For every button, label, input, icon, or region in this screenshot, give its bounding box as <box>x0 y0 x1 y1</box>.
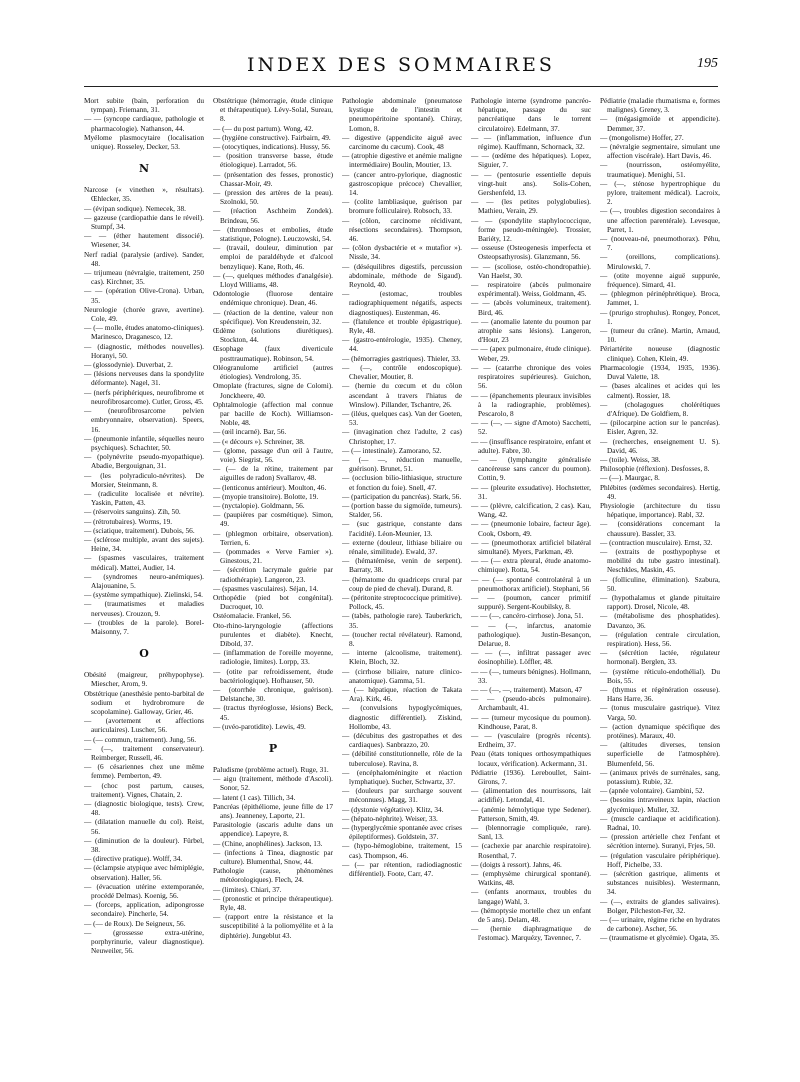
index-entry: — — (tumeur mycosique du poumon). Kindhouse, Parat, 8. <box>471 712 591 731</box>
index-entry: — (système sympathique). Zielinski, 54. <box>84 590 203 600</box>
index-entry: — (—, troubles digestion secondaires à une affection parentérale). Levesque, Parret, 1. <box>600 206 720 234</box>
index-entry: — (nerfs périphériques, neurofibrome et neurofibrosarcome). Cutler, Gross, 45. <box>84 387 204 406</box>
index-entry: — — (lymphangite généralisée cancéreuse sans cancer du poumon). Cottin, 9. <box>471 454 591 483</box>
index-entry: — (troubles de la parole). Borel-Maisonny, 7. <box>84 617 204 636</box>
index-entry: Pancréas (épithéliome, jeune fille de 17 ans). Jeanneney, Laporte, 21. <box>213 801 333 821</box>
index-entry: — (cholagogues cholérétiques d'Afrique). De Goldfiem, 8. <box>600 399 720 418</box>
index-entry: — — (scoliose, ostéo-chondropathie). Van Haelst, 30. <box>471 261 591 280</box>
index-entry: — (mégasigmoïde et appendicite). Demmer, 37. <box>600 114 720 133</box>
index-entry: — (6 césariennes chez une même femme). Pemberton, 49. <box>84 762 204 781</box>
index-entry: — (pommades « Verve Farnier »). Ginestous, 21. <box>213 546 333 566</box>
index-entry: — (pilocarpine action sur le pancréas). Eisler, Agren, 32. <box>600 418 720 437</box>
index-entry: — (sécrétion lactée, régulateur hormonal). Berglen, 33. <box>600 648 720 667</box>
index-entry: — (sécrétion lacrymale guérie par radiothérapie). Langeron, 23. <box>213 565 333 584</box>
index-entry: Pathologie (cause, phénomènes météorologiques). Flech, 24. <box>213 866 333 885</box>
index-entry: — (hémoptysie mortelle chez un enfant de 5 ans). Delam, 48. <box>471 905 591 925</box>
index-column <box>213 96 333 1062</box>
index-entry: — (dystonie végétative). Klitz, 34. <box>342 804 444 814</box>
index-entry: — (position transverse basse, étude étiologique). Larradot, 56. <box>213 151 333 170</box>
index-entry: Oto-rhino-laryngologie (affections purulentes et diabète). Knecht, Dibold, 37. <box>213 620 333 648</box>
index-entry: Pathologie abdominale (pneumatose kystique de l'intestin et pneumopéritoine spontané). Chiray, Lomon, 8. <box>342 96 462 133</box>
index-entry: — (dilatation manuelle du col). Reist, 56. <box>84 817 204 836</box>
index-entry: — (thymus et régénération osseuse). Hans Harre, 36. <box>600 685 720 704</box>
index-entry: — (œil incarné). Bar, 56. <box>213 427 287 437</box>
index-entry: Pharmacologie (1934, 1935, 1936). Duval Valette, 18. <box>600 362 720 382</box>
index-entry: — (participation du pancréas). Stark, 56. <box>342 491 462 501</box>
index-entry: — (toile). Weiss, 38. <box>600 454 661 464</box>
index-entry: — — (syncope cardiaque, pathologie et pharmacologie). Nathanson, 44. <box>84 114 204 133</box>
index-entry: — (cachexie par anarchie respiratoire). Rosenthal, 7. <box>471 841 591 860</box>
index-entry: — (flatulence et trouble épigastrique). Ryle, 48. <box>342 316 462 336</box>
index-entry: — (douleurs par surcharge souvent méconnues). Magg, 31. <box>342 786 462 805</box>
index-entry: — (— de Roux). De Seigneux, 56. <box>84 918 186 928</box>
index-entry: — (inflammation de l'oreille moyenne, radiologie, limites). Lorpp, 33. <box>213 648 333 667</box>
index-entry: — (côlon, carcinome récidivant, résections secondaires). Thompson, 46. <box>342 215 462 244</box>
index-entry: — (évipan sodique). Nemecek, 38. <box>84 203 186 213</box>
index-entry: Ostéomalacie. Frankel, 56. <box>213 611 292 621</box>
index-entry: — (rétrotubaires). Worms, 19. <box>84 516 173 526</box>
index-entry: Œdème (solutions diurétiques). Stockton, 44. <box>213 326 333 345</box>
index-entry: — (système réticulo-endothélial). Du Bois, 55. <box>600 666 720 685</box>
index-entry: — (forceps, application, adipongrosse secondaire). Pincherle, 54. <box>84 900 204 919</box>
index-entry: — — (éther hautement dissocié). Wiesener, 34. <box>84 231 204 250</box>
index-entry: — (emphysème chirurgical spontané). Watkins, 48. <box>471 869 591 888</box>
index-entry: Obésité (maigreur, préhypophyse). Miescher, Arom, 9. <box>84 670 204 689</box>
index-entry: Périartérite noueuse (diagnostic clinique). Cohen, Klein, 49. <box>600 344 720 363</box>
index-entry: — (hypothalamus et glande pituitaire rapport). Drosel, Nicole, 48. <box>600 592 720 612</box>
index-entry: — (traumatismes et maladies nerveuses). Crouzon, 9. <box>84 599 204 618</box>
index-entry: — — (inflammation, influence d'un régime). Kauffmann, Schornack, 32. <box>471 132 591 152</box>
index-entry: — (hématémèse, venin de serpent). Barraty, 38. <box>342 556 462 575</box>
index-entry: Obstétrique (hémorragie, étude clinique et thérapeutique). Lévy-Solal, Sureau, 8. <box>213 96 333 124</box>
index-entry: — digestive (appendicite aiguë avec carcinome du cæcum). Cook, 48 <box>342 132 462 152</box>
index-entry: — — (opération Olive-Crona). Urban, 35. <box>84 286 204 305</box>
index-entry: — (colite lambliasique, guérison par bromure folliculaire). Robsoch, 33. <box>342 197 462 216</box>
index-entry: — (toucher rectal révélateur). Ramond, 8. <box>342 629 462 648</box>
index-entry: — (contraction musculaire). Ernst, 32. <box>600 537 713 547</box>
index-entry: Odontologie (fluorose dentaire endémique chronique). Dean, 46. <box>213 289 333 308</box>
index-entry: — (pression artérielle chez l'enfant et sécrétion interne). Suranyi, Frjes, 50. <box>600 832 720 851</box>
index-entry: — gazeuse (cardiopathie dans le réveil). Stumpf, 34. <box>84 212 204 232</box>
index-entry: — (— commun, traitement). Jung, 56. <box>84 734 197 744</box>
index-entry: — — (—, — signe d'Amoto) Sacchetti, 52. <box>471 418 591 437</box>
index-entry: Pédiatrie (1936). Lereboullet, Saint-Girons, 7. <box>471 767 591 787</box>
section-letter: N <box>138 162 150 176</box>
index-entry: — (—, quelques méthodes d'analgésie). Lloyd Williams, 48. <box>213 270 333 290</box>
index-entry: — — (—, infiltrat passager avec éosinophilie). Löffler, 48. <box>471 648 591 667</box>
index-entry: — (animaux privés de surrénales, sang, potassium). Rubie, 32. <box>600 767 720 787</box>
index-entry: — (doigts à ressort). Jahns, 46. <box>471 859 562 869</box>
index-entry: — externe (douleur, lithiase biliaire ou rénale, similitude). Ewald, 37. <box>342 537 462 556</box>
index-entry: — (mongolisme) Hoffer, 27. <box>600 132 684 142</box>
index-entry: — (métabolisme des phosphatides). Davanzo, 36. <box>600 611 720 630</box>
index-entry: — — (pneumonie lobaire, facteur âge). Cook, Osborn, 49. <box>471 519 591 538</box>
index-entry: — — (les petites polyglobulies). Mathieu, Verain, 29. <box>471 197 591 216</box>
index-entry: — (phlegmon orbitaire, observation). Terrien, 6. <box>213 528 333 547</box>
index-entry: Oléogranulome artificiel (autres étiologies). Vendrolong, 35. <box>213 362 333 382</box>
index-entry: — (hyperglycémie spontanée avec crises épileptiformes). Goldstein, 37. <box>342 823 462 842</box>
index-entry: — (syndromes neuro-anémiques). Alajouanine, 5. <box>84 571 204 590</box>
index-entry: — (pression des artères de la peau). Szolnoki, 50. <box>213 188 333 207</box>
index-entry: — (glossodynie). Duverbat, 2. <box>84 360 173 370</box>
index-entry: Parasitologie (ascaris adulte dans un appendice). Lapeyre, 8. <box>213 820 333 839</box>
index-entry: — (grossesse extra-utérine, porphyrinurie, valeur diagnostique). Neuweiler, 56. <box>84 927 204 956</box>
index-entry: — (— intestinale). Zamorano, 52. <box>342 445 442 455</box>
index-entry: — (pneumonie infantile, séquelles neuro psychiques). Schachter, 50. <box>84 433 204 452</box>
index-entry: — (sécrétion gastrique, aliments et substances nuisibles). Westermann, 34. <box>600 869 720 897</box>
index-entry: — (thromboses et embolies, étude statistique, Pologne). Leuczowski, 54. <box>213 224 333 244</box>
index-columns <box>84 96 720 1062</box>
index-entry: — (choc post partum, causes, traitement). Vignes, Chatain, 2. <box>84 780 204 799</box>
index-entry: — (nourrisson, ostéomyélite, traumatique). Menighi, 51. <box>600 160 720 179</box>
index-entry: — (rapport entre la résistance et la susceptibilité à la poliomyélite et à la diphtérie). Jungeblut 43. <box>213 912 333 940</box>
index-entry: — (otorrhée chronique, guérison). Delstanche, 30. <box>213 685 333 704</box>
index-entry: — (limites). Chiari, 37. <box>213 884 282 894</box>
index-entry: — (déséquilibres digestifs, percussion abdominale, méthode de Sigaud). Reynold, 40. <box>342 261 462 290</box>
index-entry: — — (vasculaire (progrès récents). Erdheim, 37. <box>471 731 591 750</box>
index-entry: — (les polyradiculo-névrites). De Morsier, Steinmann, 8. <box>84 470 204 489</box>
page-number: 195 <box>697 56 718 71</box>
index-entry: — (lenticonus antérieur). Moulton, 46. <box>213 482 327 492</box>
index-entry: — (alimentation des nourrissons, lait acidifié). Letondal, 41. <box>471 786 591 805</box>
index-entry: — (blennorragie compliquée, rare). Sanl, 13. <box>471 823 591 842</box>
index-entry: Nerf radial (paralysie (ardive). Sander, 48. <box>84 249 204 268</box>
index-entry: — (tabès, pathologie rare). Tauberkrich, 35. <box>342 611 462 630</box>
index-entry: — (gastro-entérologie, 1935). Cheney, 44. <box>342 335 462 354</box>
index-entry: — — (poumon, cancer primitif suppuré). Sergent-Koubilsky, 8. <box>471 592 591 612</box>
index-entry: — — (pseudo-abcès pulmonaire). Archambault, 41. <box>471 694 591 713</box>
section-letter: O <box>139 647 149 661</box>
index-entry: — interne (alcoolisme, traitement). Klein, Bloch, 32. <box>342 648 462 667</box>
index-entry: — (directive pratique). Wolff, 34. <box>84 854 183 864</box>
index-entry: Œsophage (faux diverticule posttraumatique). Robinson, 54. <box>213 344 333 363</box>
index-entry: — (anémie hémolytique type Sedener). Patterson, Smith, 49. <box>471 804 591 823</box>
index-entry: — (traumatisme et glycémie). Ogata, 35. <box>600 933 720 943</box>
index-entry: — (iléus, quelques cas). Van der Goeten, 53. <box>342 408 462 428</box>
index-entry: — (prurigo strophulus). Rongey, Poncet, 1. <box>600 307 720 326</box>
index-entry: — (spasmes vasculaires). Séjan, 14. <box>213 583 319 593</box>
index-column <box>600 96 720 1062</box>
index-entry: — (— du post partum). Wong, 42. <box>213 123 314 133</box>
index-entry: — — (apex pulmonaire, étude clinique). Weber, 29. <box>471 344 591 363</box>
index-entry: — (péritonite streptococcique primitive). Pollock, 45. <box>342 592 462 612</box>
index-entry: — (névralgie segmentaire, simulant une affection viscérale). Hart Davis, 46. <box>600 142 720 161</box>
index-entry: — — (—, cancéro-cirrhose). Jona, 51. <box>471 611 584 621</box>
index-entry: — (— —, réduction manuelle, guérison). Brunet, 51. <box>342 454 462 474</box>
index-entry: — — (— extra pleural, étude anatomo-chimique). Rotta, 54. <box>471 556 591 575</box>
index-entry: — (éclampsie atypique avec hémiplégie, observation). Haller, 56. <box>84 863 204 882</box>
index-entry: — (— de la rétine, traitement par aiguilles de radon) Svallarov, 48. <box>213 464 333 483</box>
index-entry: — (suc gastrique, constante dans l'acidité). Léon-Meunier, 13. <box>342 519 462 538</box>
index-entry: — — (pneumothorax artificiel bilatéral simultané). Myers, Parkman, 49. <box>471 537 591 556</box>
index-entry: — (sclérose multiple, avant des sujets). Heine, 34. <box>84 534 204 554</box>
index-entry: — (myopie transitoire). Bolotte, 19. <box>213 491 319 501</box>
index-entry: — (paupières par cosmétique). Simon, 49. <box>213 510 333 529</box>
index-entry: — (—, contrôle endoscopique). Chevalier, Moutier, 8. <box>342 362 462 382</box>
index-entry: Omoplate (fractures, signe de Colomi). Jonckheere, 40. <box>213 381 333 400</box>
index-entry: — (glome, passage d'un œil à l'autre, voie). Siegrist, 56. <box>213 445 333 464</box>
index-entry: — (—, traitement conservateur). Reimberger, Russell, 46. <box>84 743 204 762</box>
index-entry: Physiologie (architecture du tissu hépatique, importance). Rabl, 32. <box>600 500 720 520</box>
index-entry: — — (anomalie latente du poumon par atrophie sans lésions). Langeron, d'Hour, 23 <box>471 316 591 345</box>
index-entry: — (considérations concernant la chaussure). Bassler, 33. <box>600 519 720 538</box>
index-entry: — respiratoire (abcès pulmonaire expérimental). Weiss, Goldmann, 45. <box>471 280 591 299</box>
index-entry: — (cirrhose biliaire, nature clinico-anatomique). Gamma, 51. <box>342 666 462 685</box>
index-entry: Neurologie (chorée grave, avertine). Cole, 49. <box>84 304 204 324</box>
index-entry: — (atrophie digestive et anémie maligne intermédiaire) Boulin, Moutier, 13. <box>342 151 462 170</box>
index-entry: — — (épanchements pleuraux invisibles à la radiographie, problèmes). Pescarolo, 8 <box>471 390 591 418</box>
index-entry: — (folliculine, élimination). Szabura, 50. <box>600 574 720 593</box>
index-entry: — (uvéo-parotidite). Lewis, 49. <box>213 721 306 731</box>
index-entry: — (côlon dysbactérie et « mutafior »). Nissle, 34. <box>342 243 462 262</box>
index-entry: Pédiatrie (maladie rhumatisma e, formes malignes). Greney, 3. <box>600 96 720 115</box>
index-entry: — (occlusion bilio-lithiasique, structure et fonction du foie). Snell, 47. <box>342 473 462 492</box>
index-entry: — (invagination chez l'adulte, 2 cas) Christopher, 17. <box>342 427 462 446</box>
index-entry: — (évacuation utérine extemporanée, procédé Delmas). Koenig, 56. <box>84 881 204 901</box>
index-entry: — (phlegmon périnéphrétique). Broca, Jammet, 1. <box>600 289 720 308</box>
index-entry: Narcose (« vinethen », résultats). Œhlecker, 35. <box>84 185 204 204</box>
index-entry: — (besoins intraveineux lapin, réaction glycémique). Muller, 32. <box>600 795 720 814</box>
index-entry: — (—, sténose hypertrophique du pylore, traitement médical). Lacroix, 2. <box>600 178 720 207</box>
index-entry: — (hépato-néphrite). Weiser, 33. <box>342 813 438 823</box>
index-entry: — (présentation des fesses, pronostic) Chassar-Moir, 49. <box>213 169 333 188</box>
section-letter: P <box>268 742 278 756</box>
index-entry: — latent (1 cas). Tillich, 34. <box>213 792 296 802</box>
index-entry: — (lésions nerveuses dans la spondylite déformante). Nagel, 31. <box>84 369 204 388</box>
index-entry: — (apnée volontaire). Gambini, 52. <box>600 786 705 796</box>
index-entry: Peau (états toniques orthosympathiques locaux, vérification). Ackermann, 31. <box>471 749 591 768</box>
index-entry: Obstétrique (anesthésie pento-barbital de sodium et hydrobromure de scopolamine). Galloway, Grier, 46. <box>84 688 204 716</box>
index-entry: — (pronostic et principe thérapeutique). Ryle, 48. <box>213 893 333 913</box>
index-entry: — — (—, tumeurs bénignes). Hollmann, 33. <box>471 666 591 685</box>
index-entry: — (portion basse du sigmoïde, tumeurs). Stalder, 56. <box>342 500 462 520</box>
index-entry: — (tumeur du crâne). Martin, Arnaud, 10. <box>600 326 720 345</box>
index-entry: Orthopédie (pied bot congénital). Ducroquet, 10. <box>213 592 333 612</box>
index-entry: — — (abcès volumineux, traitement). Bird, 46. <box>471 298 591 317</box>
page-title: INDEX DES SOMMAIRES <box>247 54 555 76</box>
index-entry: — — (—, —, traitement). Matson, 47 <box>471 685 583 694</box>
index-entry: — (action dynamique spécifique des protéines). Maraux, 40. <box>600 721 720 741</box>
index-entry: — (débilité constitutionnelle, rôle de la tuberculose). Ravina, 8. <box>342 749 462 768</box>
index-entry: — (neurofibrosarcome pelvien embryonnaire, observation). Speers, 16. <box>84 406 204 434</box>
page-header <box>84 52 718 87</box>
index-entry: — — (catarrhe chronique des voies respiratoires supérieures). Guichon, 56. <box>471 362 591 391</box>
index-entry: — (diminution de la douleur). Fürbel, 38. <box>84 835 204 855</box>
index-entry: — (régulation vasculaire périphérique). Hoff, Pichelbe, 33. <box>600 850 720 869</box>
index-entry: Pathologie interne (syndrome pancréo-hépatique, passage du suc pancréatique dans le torrent circulatoire). Edelmann, 37. <box>471 96 591 133</box>
index-entry: — (« décours »). Schreiner, 38. <box>213 436 305 446</box>
index-entry: — (nouveau-né, pneumothorax). Péhu, 7. <box>600 234 720 253</box>
index-entry: — (—). Maurgac, 8. <box>600 473 660 483</box>
index-entry: — (régulation centrale circulation, respiration). Hess, 56. <box>600 629 720 648</box>
index-entry: — trijumeau (névralgie, traitement, 250 cas). Kirchner, 35. <box>84 268 204 287</box>
index-entry: — (— molle, études anatomo-cliniques). Marinesco, Draganesco, 12. <box>84 323 204 342</box>
index-entry: — (— par rétention, radiodiagnostic différentiel). Foote, Carr, 47. <box>342 859 462 879</box>
index-entry: — — (insuffisance respiratoire, enfant et adulte). Fabre, 30. <box>471 436 591 455</box>
index-entry: — (sciatique, traitement). Dubois, 56. <box>84 525 195 535</box>
index-entry: — (convulsions hypoglycémiques, diagnostic différentiel). Ziskind, Hollombe, 43. <box>342 703 462 731</box>
index-entry: — (hernie du cœcum et du côlon ascendant à travers l'hiatus de Winslow). Pillander, Tschantre, 26. <box>342 381 462 409</box>
index-column <box>342 96 462 1062</box>
index-entry: — (oreillons, complications). Mirulowski, 7. <box>600 252 720 271</box>
index-entry: — (diagnostic biologique, tests). Crew, 48. <box>84 799 204 818</box>
index-entry: Philosophie (réflexion). Desfosses, 8. <box>600 464 710 474</box>
index-entry: — (tractus thyréoglosse, lésions) Beck, 45. <box>213 703 333 722</box>
index-entry: — (otocytiques, indications). Hussy, 56. <box>213 142 331 152</box>
index-entry: — (— urinaire, régime riche en hydrates de carbone). Ascher, 56. <box>600 915 720 934</box>
index-entry: Myélome plasmocytaire (localisation unique). Rosseley, Decker, 53. <box>84 132 204 152</box>
index-entry: — (hypo-hémoglobine, traitement, 15 cas). Thompson, 46. <box>342 841 462 860</box>
index-entry: — (nyctalopie). Goldmann, 56. <box>213 500 305 510</box>
index-entry: — — (pentosurie essentielle depuis vingt-huit ans). Solis-Cohen, Gershenfeld, 13. <box>471 169 591 198</box>
index-entry: — (— hépatique, réaction de Takata Ara). Kirk, 46. <box>342 685 462 704</box>
index-entry: Paludisme (problème actuel). Ruge, 31. <box>213 765 329 775</box>
index-entry: — (estomac, troubles radiographiquement négatifs, aspects diagnostiques). Eustenman, 46. <box>342 289 462 317</box>
index-entry: — (polynévrite pseudo-myopathique). Abadie, Bergouignan, 31. <box>84 452 204 471</box>
index-entry: — (enfants anormaux, troubles du langage) Wahl, 3. <box>471 887 591 906</box>
index-entry: — (réaction de la dentine, valeur non spécifique). Von Kreudenstein, 32. <box>213 307 333 326</box>
index-entry: — (recherches, enseignement U. S). David, 46. <box>600 436 720 455</box>
index-entry: — — (— spontané controlatéral à un pneumothorax artificiel). Stephani, 56 <box>471 574 591 593</box>
index-entry: — (bases alcalines et acides qui les calment). Rossier, 18. <box>600 381 720 400</box>
index-entry: — (travail, douleur, diminution par emploi de paraldéhyde et d'alcool benzylique). Kane, Roth, 46. <box>213 243 333 271</box>
index-entry: — (hygiène constructive). Fairbairn, 49. <box>213 132 331 142</box>
index-entry: — (infections à Tinea, diagnostic par culture). Blumenthal, Snow, 44. <box>213 847 333 867</box>
index-entry: — (muscle cardiaque et acidification). Radnai, 10. <box>600 813 720 833</box>
index-entry: — osseuse (Osteogenesis imperfecta et Osteopsathyrosis). Glanzmann, 56. <box>471 243 591 262</box>
index-entry: — (tonus musculaire gastrique). Vitez Varga, 50. <box>600 703 720 722</box>
index-entry: — — (—, infarctus, anatomie pathologique). Justin-Besançon, Delarue, 8. <box>471 620 591 648</box>
index-entry: Ophtalmologie (affection mal connue par bacille de Koch). Williamson-Noble, 48. <box>213 399 333 428</box>
index-entry: — (avortement et affections auriculaires). Luscher, 56. <box>84 716 204 735</box>
index-entry: — (radiculite localisée et névrite). Yaskin, Patten, 43. <box>84 488 204 508</box>
index-entry: — (décubitus des gastropathes et des cardiaques). Sanbrazzo, 20. <box>342 731 462 750</box>
index-entry: — (réaction Aschheim Zondek). Brindeau, 56. <box>213 206 333 225</box>
index-entry: — (extraits de posthypophyse et mobilité du tube gastro intestinal). Neschkles, Maskin, 45. <box>600 546 720 575</box>
index-column <box>471 96 591 1062</box>
index-entry: — (diagnostic, méthodes nouvelles). Horanyi, 50. <box>84 341 204 360</box>
index-entry: — — (pleurite exsudative). Hochstetter, 31. <box>471 482 591 501</box>
index-entry: Mort subite (bain, perforation du tympan). Friemann, 31. <box>84 96 204 115</box>
index-entry: — (réservoirs sanguins). Zih, 50. <box>84 507 181 517</box>
index-entry: — (encéphaloméningite et réaction lymphatique). Sucher, Schwartz, 37. <box>342 767 462 787</box>
index-entry: — aigu (traitement, méthode d'Ascoli). Sonor, 52. <box>213 774 333 793</box>
index-entry: — (spasmes vasculaires, traitement médical). Mattei, Audier, 14. <box>84 553 204 572</box>
index-entry: — — (œdème des hépatiques). Lopez, Siguier, 7. <box>471 151 591 170</box>
index-entry: — (altitudes diverses, tension superficielle de l'atmosphère). Blumenfeld, 56. <box>600 740 720 768</box>
index-entry: — (cancer antro-pylorique, diagnostic gastroscopique précoce) Chevallier, 14. <box>342 169 462 198</box>
index-entry: — (otite moyenne aiguë suppurée, fréquence). Simard, 41. <box>600 270 720 290</box>
index-entry: — (hémorragies gastriques). Thieler, 33. <box>342 353 461 363</box>
index-entry: — — (plèvre, calcification, 2 cas). Kau, Wang, 42. <box>471 500 591 520</box>
index-entry: — (Chine, anophélines). Jackson, 13. <box>213 838 323 848</box>
index-entry: — — (spondylite staphylococcique, forme pseudo-méningée). Trossier, Bariéty, 12. <box>471 215 591 244</box>
index-entry: — (otite par refroidissement, étude bactériologique). Hofhauser, 50. <box>213 666 333 685</box>
index-entry: — (hématome du quadriceps crural par coup de pied de cheval). Durand, 8. <box>342 574 462 593</box>
index-entry: — (—, extraits de glandes salivaires). Bolger, Pilcheston-Fer, 32. <box>600 896 720 915</box>
index-entry: Phlébites (œdèmes secondaires). Hertig, 49. <box>600 482 720 501</box>
index-column <box>84 96 204 1062</box>
index-entry: — (hernie diaphragmatique de l'estomac). Marquézy, Tavennec, 7. <box>471 924 591 943</box>
